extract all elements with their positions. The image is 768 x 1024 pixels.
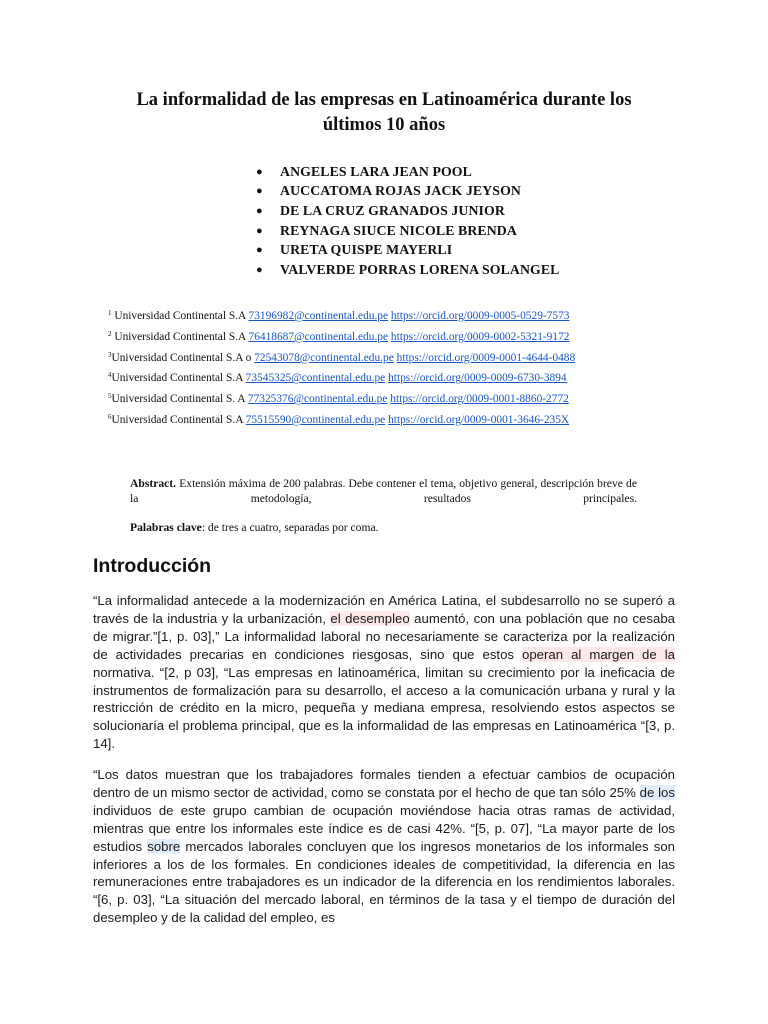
author-item xyxy=(256,162,560,182)
bullet-icon: ● xyxy=(256,244,263,257)
abstract-text: Extensión máxima de 200 palabras. Debe contener el tema, objetivo general, descripción breve de la metodología, resultados principales. xyxy=(130,477,637,505)
abstract-label: Abstract. xyxy=(130,477,177,490)
orcid-link[interactable]: https://orcid.org/0009-0005-0529-7573 xyxy=(390,310,570,322)
affiliation-line xyxy=(108,407,668,428)
orcid-link[interactable]: https://orcid.org/0009-0001-4644-0488 xyxy=(396,351,576,364)
orcid-link[interactable]: https://orcid.org/0009-0001-8860-2772 xyxy=(390,393,569,406)
author-name: VALVERDE PORRAS LORENA SOLANGEL xyxy=(280,261,560,277)
affiliation-line xyxy=(108,303,668,324)
title-line-2: últimos 10 años xyxy=(322,115,446,135)
email-link[interactable]: 75515590@continental.edu.pe xyxy=(245,413,386,426)
bullet-icon: ● xyxy=(256,204,263,217)
affiliation-number: 5 xyxy=(108,392,112,401)
paragraph-text: individuos de este grupo cambian de ocupación moviéndose hacia otras ramas de actividad, mientras que entre los informales este índice es de casi 42%. “[5, p. 07], “La mayor parte de los estudios xyxy=(93,802,675,854)
bullet-icon: ● xyxy=(256,224,263,237)
affiliation-institution: Universidad Continental S.A xyxy=(111,372,246,385)
author-item xyxy=(256,260,560,280)
affiliation-line xyxy=(108,345,668,366)
affiliation-number: 6 xyxy=(108,412,112,421)
email-link[interactable]: 73196982@continental.edu.pe xyxy=(248,310,389,322)
author-name: REYNAGA SIUCE NICOLE BRENDA xyxy=(280,222,517,238)
author-name: ANGELES LARA JEAN POOL xyxy=(280,163,472,179)
affiliation-number: 4 xyxy=(108,371,112,380)
email-link[interactable]: 72543078@continental.edu.pe xyxy=(254,351,394,364)
paragraph-text: “La informalidad antecede a la modernización en América Latina, el subdesarrollo no se superó a través de la industria y la urbanización, xyxy=(93,593,675,626)
email-link[interactable]: 77325376@continental.edu.pe xyxy=(247,393,388,406)
affiliation-list xyxy=(108,303,668,428)
affiliation-number: 2 xyxy=(108,329,112,338)
affiliation-institution: Universidad Continental S.A xyxy=(111,413,246,426)
body-paragraph-1 xyxy=(93,592,675,753)
orcid-link[interactable]: https://orcid.org/0009-0001-3646-235X xyxy=(388,413,570,426)
author-name: AUCCATOMA ROJAS JACK JEYSON xyxy=(280,183,521,199)
author-name: DE LA CRUZ GRANADOS JUNIOR xyxy=(280,202,505,218)
bullet-icon: ● xyxy=(256,263,263,276)
title-line-1: La informalidad de las empresas en Latinoamérica durante los xyxy=(136,90,632,110)
keywords-text: : de tres a cuatro, separadas por coma. xyxy=(201,521,379,534)
keywords xyxy=(130,521,637,536)
highlighted-text: de los xyxy=(639,784,675,800)
orcid-link[interactable]: https://orcid.org/0009-0002-5321-9172 xyxy=(390,330,570,343)
affiliation-number: 1 xyxy=(108,309,112,317)
affiliation-number: 3 xyxy=(108,350,112,359)
affiliation-institution: Universidad Continental S. A xyxy=(111,393,248,406)
bullet-icon: ● xyxy=(256,185,263,198)
author-item xyxy=(256,221,560,241)
affiliation-line xyxy=(108,324,668,345)
highlighted-text: sobre xyxy=(147,838,181,854)
affiliation-line xyxy=(108,365,668,386)
body-paragraph-2 xyxy=(93,766,675,927)
email-link[interactable]: 73545325@continental.edu.pe xyxy=(245,372,386,385)
author-item xyxy=(256,201,560,221)
document-title xyxy=(90,88,678,138)
orcid-link[interactable]: https://orcid.org/0009-0009-6730-3894 xyxy=(388,372,567,385)
paragraph-text: normativa. “[2, p 03], “Las empresas en latinoamérica, limitan su crecimiento por la ineficacia de instrumentos de formalización para su desarrollo, el acceso a la comunicación urbana y rural y la restricción de crédito en la micro, pequeña y mediana empresa, resolviendo estos aspectos se solucionaría el problema principal, que es la informalidad de las empresas en Latinoamérica “[3, p. 14]. xyxy=(93,664,675,752)
section-heading-introduccion: Introducción xyxy=(93,555,212,577)
affiliation-line xyxy=(108,386,668,407)
affiliation-institution: Universidad Continental S.A xyxy=(111,330,249,343)
highlighted-text: operan al margen de la xyxy=(522,646,675,662)
author-list xyxy=(256,162,560,280)
bullet-icon: ● xyxy=(256,165,263,178)
author-item xyxy=(256,182,560,202)
keywords-label: Palabras clave xyxy=(130,521,202,534)
author-name: URETA QUISPE MAYERLI xyxy=(280,242,453,258)
email-link[interactable]: 76418687@continental.edu.pe xyxy=(248,330,389,343)
author-item xyxy=(256,240,560,260)
paragraph-text: aumentó, con una población que no cesaba de migrar.”[1, p. 03],” La informalidad laboral no necesariamente se caracteriza por la realización de actividades precarias en condiciones riesgosas, sino que estos xyxy=(93,610,675,662)
affiliation-institution: Universidad Continental S.A o xyxy=(111,351,255,364)
affiliation-institution: Universidad Continental S.A xyxy=(111,310,249,322)
abstract xyxy=(130,477,637,506)
paragraph-text: “Los datos muestran que los trabajadores formales tienden a efectuar cambios de ocupación dentro de un mismo sector de actividad, como se constata por el hecho de que tan sólo 25% xyxy=(93,767,675,800)
highlighted-text: el desempleo xyxy=(330,610,410,626)
paragraph-text: mercados laborales concluyen que los ingresos monetarios de los informales son inferiores a los de los formales. En condiciones ideales de competitividad, la diferencia en las remuneraciones entre trabajadores es un indicador de la diferencia en los rendimientos laborales. “[6, p. 03], “La situación del mercado laboral, en términos de la tasa y el tiempo de duración del desempleo y de la calidad del empleo, es xyxy=(93,838,675,926)
